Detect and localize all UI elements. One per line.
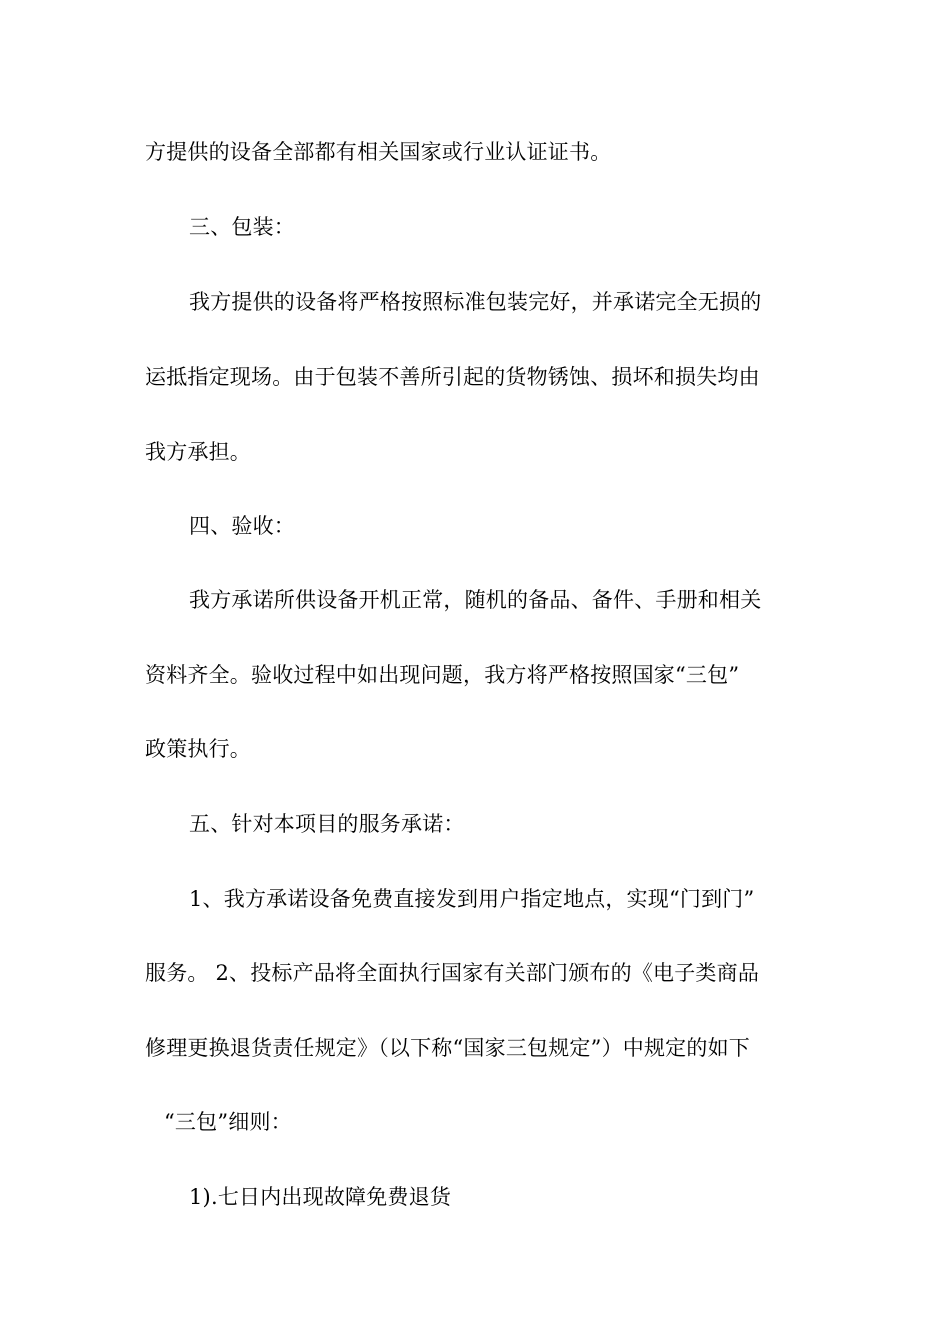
- paragraph-line: 我方承担。: [145, 440, 251, 464]
- section-heading-acceptance: 四、验收：: [189, 514, 295, 538]
- paragraph-line: 政策执行。: [145, 737, 251, 761]
- paragraph-line: 修理更换退货责任规定》（以下称“国家三包规定”）中规定的如下: [145, 1036, 750, 1060]
- section-heading-packaging: 三、包装：: [189, 215, 295, 239]
- list-item: 1).七日内出现故障免费退货: [189, 1185, 452, 1209]
- paragraph-line: 资料齐全。验收过程中如出现问题，我方将严格按照国家“三包”: [145, 663, 740, 687]
- paragraph-line: 方提供的设备全部都有相关国家或行业认证证书。: [145, 140, 612, 164]
- paragraph-line: 服务。 2、投标产品将全面执行国家有关部门颁布的《电子类商品: [145, 961, 760, 985]
- paragraph-line: 我方承诺所供设备开机正常，随机的备品、备件、手册和相关: [189, 588, 762, 612]
- section-heading-service-commitment: 五、针对本项目的服务承诺：: [189, 812, 465, 836]
- paragraph-line: 我方提供的设备将严格按照标准包装完好，并承诺完全无损的: [189, 290, 762, 314]
- paragraph-line: 运抵指定现场。由于包装不善所引起的货物锈蚀、损坏和损失均由: [145, 365, 760, 389]
- paragraph-line: 1、我方承诺设备免费直接发到用户指定地点，实现“门到门”: [189, 887, 755, 911]
- paragraph-line: “三包”细则：: [164, 1110, 292, 1134]
